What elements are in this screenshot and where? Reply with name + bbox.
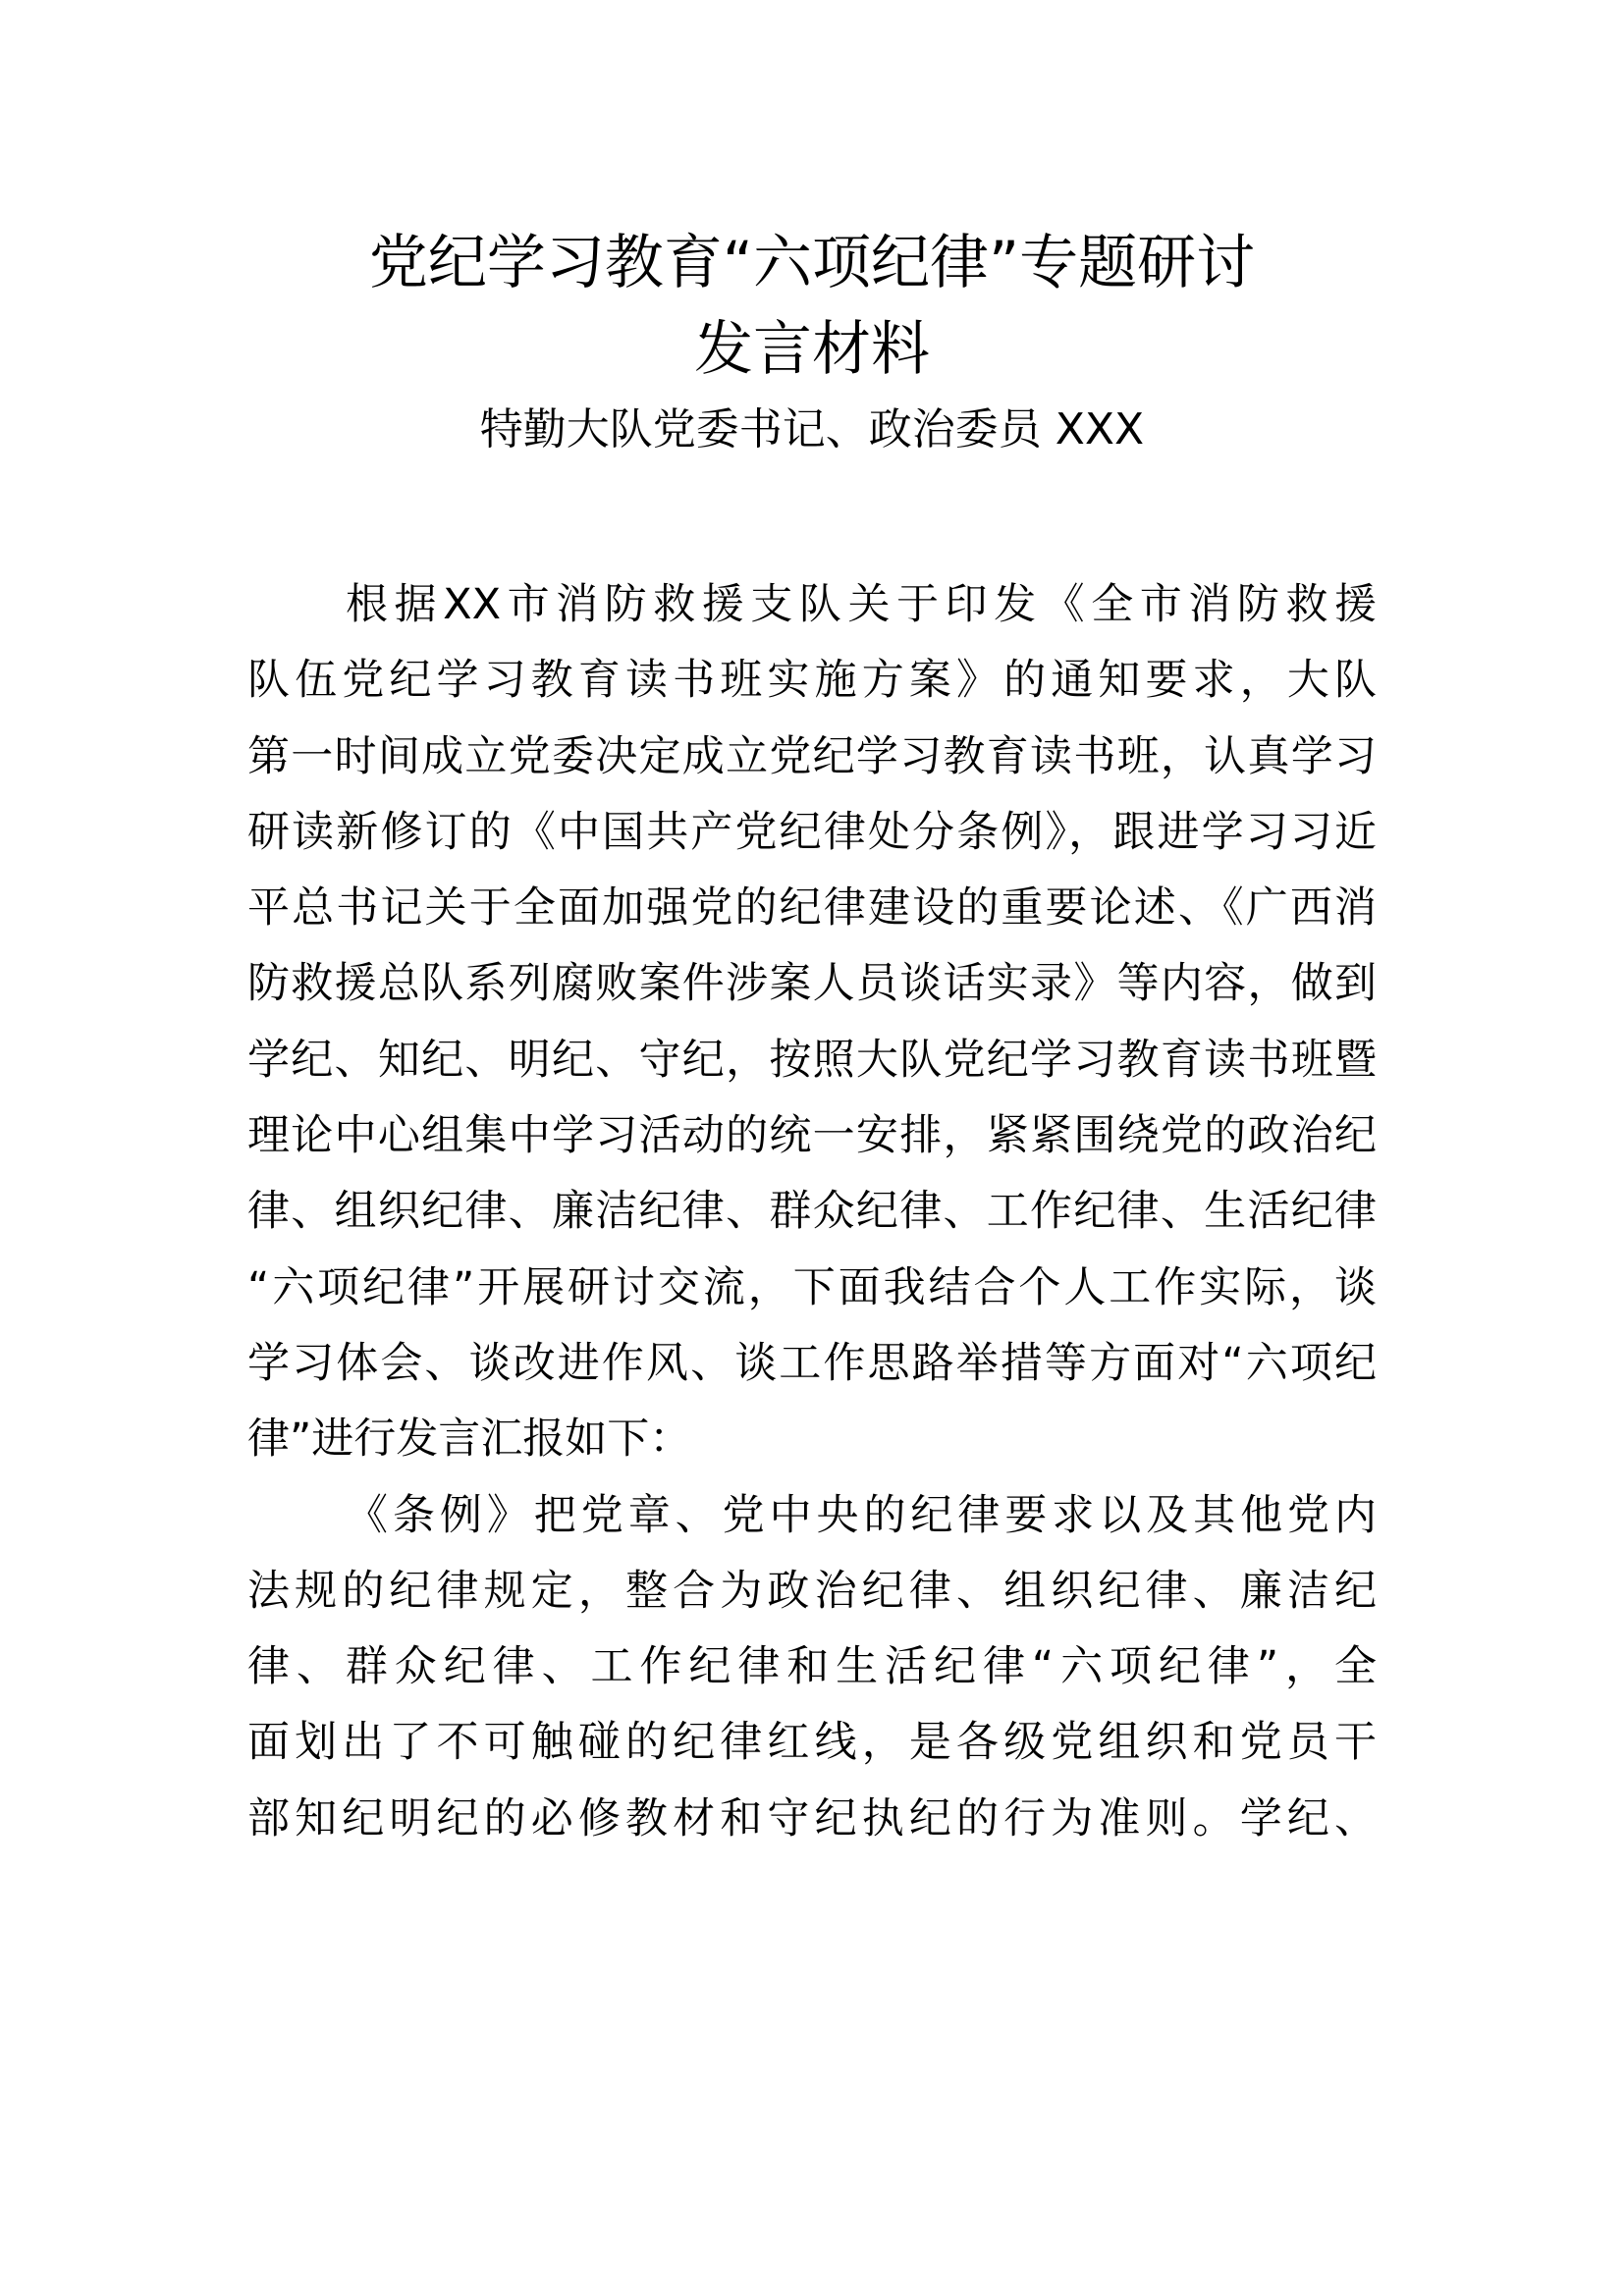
- paragraph-line: 部知纪明纪的必修教材和守纪执纪的行为准则。学纪、: [247, 1793, 1377, 1843]
- paragraph: [247, 1478, 1377, 1857]
- paragraph-line: 根据XX市消防救援支队关于印发《全市消防救援: [346, 580, 1377, 629]
- document-title-line-1: 党纪学习教育“六项纪律”专题研讨: [368, 229, 1256, 297]
- document-body: [247, 567, 1377, 1857]
- paragraph-line: 律、组织纪律、廉洁纪律、群众纪律、工作纪律、生活纪律: [247, 1187, 1377, 1237]
- paragraph-line: 研读新修订的《中国共产党纪律处分条例》，跟进学习习近: [247, 807, 1377, 857]
- paragraph-line: 法规的纪律规定，整合为政治纪律、组织纪律、廉洁纪: [247, 1566, 1377, 1616]
- paragraph-line: 理论中心组集中学习活动的统一安排，紧紧围绕党的政治纪: [247, 1111, 1377, 1161]
- paragraph-line: 学习体会、谈改进作风、谈工作思路举措等方面对“六项纪: [247, 1338, 1377, 1388]
- paragraph-line: 律、群众纪律、工作纪律和生活纪律“六项纪律”，全: [247, 1642, 1377, 1692]
- document-author: 特勤大队党委书记、政治委员 XXX: [479, 404, 1145, 454]
- paragraph-line: 律”进行发言汇报如下：: [247, 1415, 692, 1465]
- paragraph-line: 学纪、知纪、明纪、守纪，按照大队党纪学习教育读书班暨: [247, 1035, 1377, 1085]
- paragraph-line: 平总书记关于全面加强党的纪律建设的重要论述、《广西消: [247, 883, 1377, 934]
- paragraph-line: 《条例》把党章、党中央的纪律要求以及其他党内: [346, 1490, 1377, 1540]
- paragraph-line: 防救援总队系列腐败案件涉案人员谈话实录》等内容，做到: [247, 959, 1377, 1009]
- paragraph: [247, 567, 1377, 1478]
- paragraph-line: 第一时间成立党委决定成立党纪学习教育读书班，认真学习: [247, 731, 1377, 781]
- paragraph-line: “六项纪律”开展研讨交流，下面我结合个人工作实际，谈: [247, 1262, 1377, 1312]
- paragraph-line: 队伍党纪学习教育读书班实施方案》的通知要求，大队: [247, 656, 1377, 706]
- paragraph-line: 面划出了不可触碰的纪律红线，是各级党组织和党员干: [247, 1718, 1377, 1768]
- document-title-line-2: 发言材料: [694, 315, 930, 384]
